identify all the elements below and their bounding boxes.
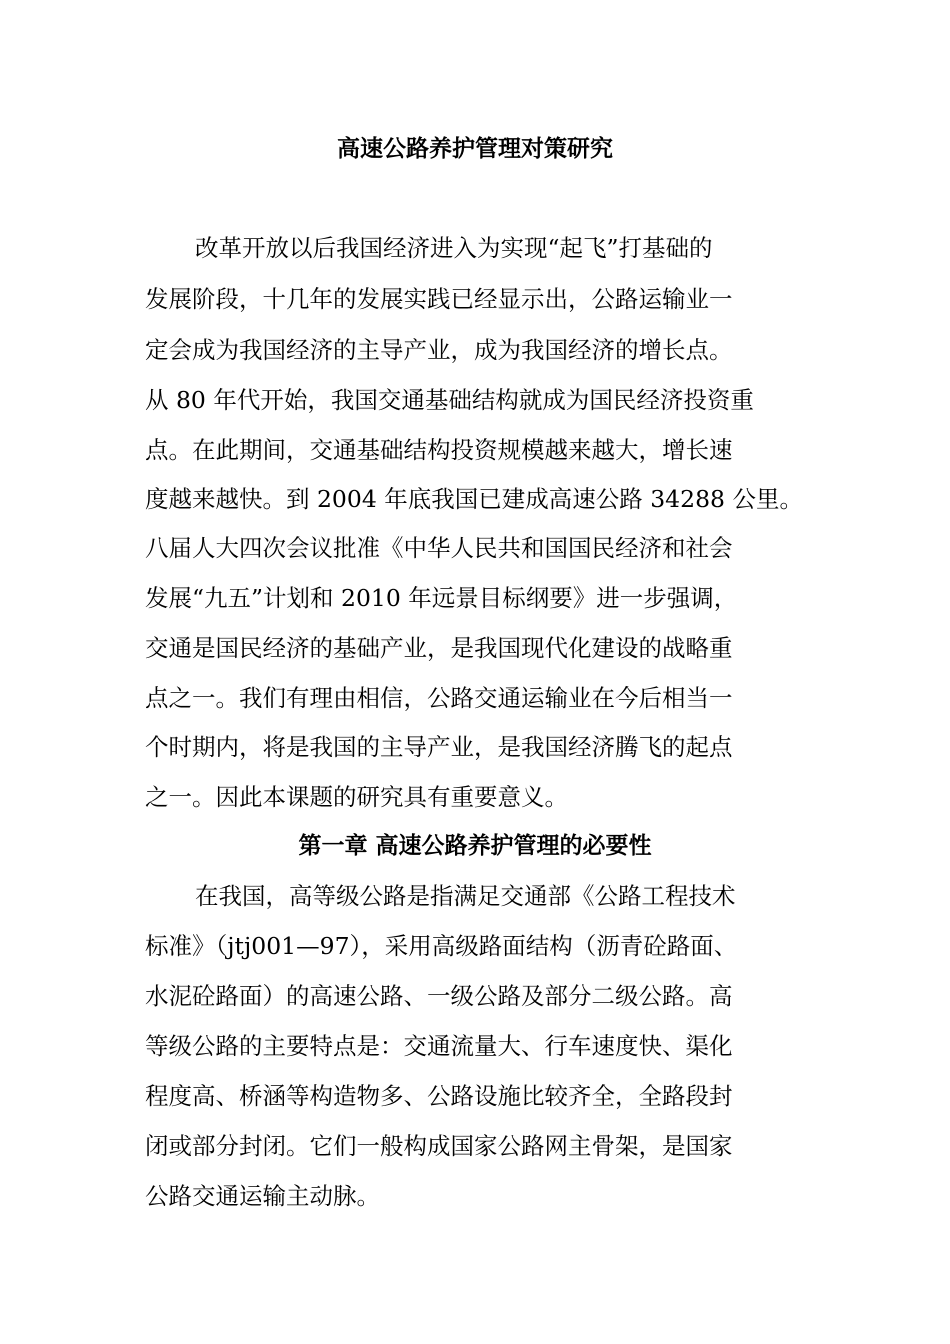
intro-line: 之一。因此本课题的研究具有重要意义。 <box>145 783 568 811</box>
intro-line: 发展“九五”计划和 2010 年远景目标纲要》进一步强调， <box>145 584 738 612</box>
chapter-title: 第一章 高速公路养护管理的必要性 <box>298 832 652 859</box>
intro-line: 个时期内，将是我国的主导产业，是我国经济腾飞的起点 <box>145 733 733 761</box>
chapter-line: 闭或部分封闭。它们一般构成国家公路网主骨架，是国家 <box>145 1132 733 1160</box>
intro-line: 从 80 年代开始，我国交通基础结构就成为国民经济投资重 <box>145 386 754 414</box>
intro-line: 交通是国民经济的基础产业，是我国现代化建设的战略重 <box>145 634 733 662</box>
chapter-line: 水泥砼路面）的高速公路、一级公路及部分二级公路。高 <box>145 982 733 1010</box>
intro-line: 发展阶段，十几年的发展实践已经显示出，公路运输业一 <box>145 285 733 313</box>
document-title: 高速公路养护管理对策研究 <box>337 135 613 162</box>
intro-line: 度越来越快。到 2004 年底我国已建成高速公路 34288 公里。 <box>145 485 803 513</box>
intro-line: 点。在此期间，交通基础结构投资规模越来越大，增长速 <box>145 436 733 464</box>
intro-line: 点之一。我们有理由相信，公路交通运输业在今后相当一 <box>145 684 733 712</box>
chapter-line: 在我国，高等级公路是指满足交通部《公路工程技术 <box>195 882 736 910</box>
chapter-line: 程度高、桥涵等构造物多、公路设施比较齐全，全路段封 <box>145 1082 733 1110</box>
intro-line: 定会成为我国经济的主导产业，成为我国经济的增长点。 <box>145 336 733 364</box>
intro-line: 改革开放以后我国经济进入为实现“起飞”打基础的 <box>195 234 713 262</box>
chapter-line: 公路交通运输主动脉。 <box>145 1182 380 1210</box>
chapter-line: 标准》（jtj001—97），采用高级路面结构（沥青砼路面、 <box>145 932 738 960</box>
chapter-line: 等级公路的主要特点是：交通流量大、行车速度快、渠化 <box>145 1032 733 1060</box>
intro-line: 八届人大四次会议批准《中华人民共和国国民经济和社会 <box>145 534 733 562</box>
